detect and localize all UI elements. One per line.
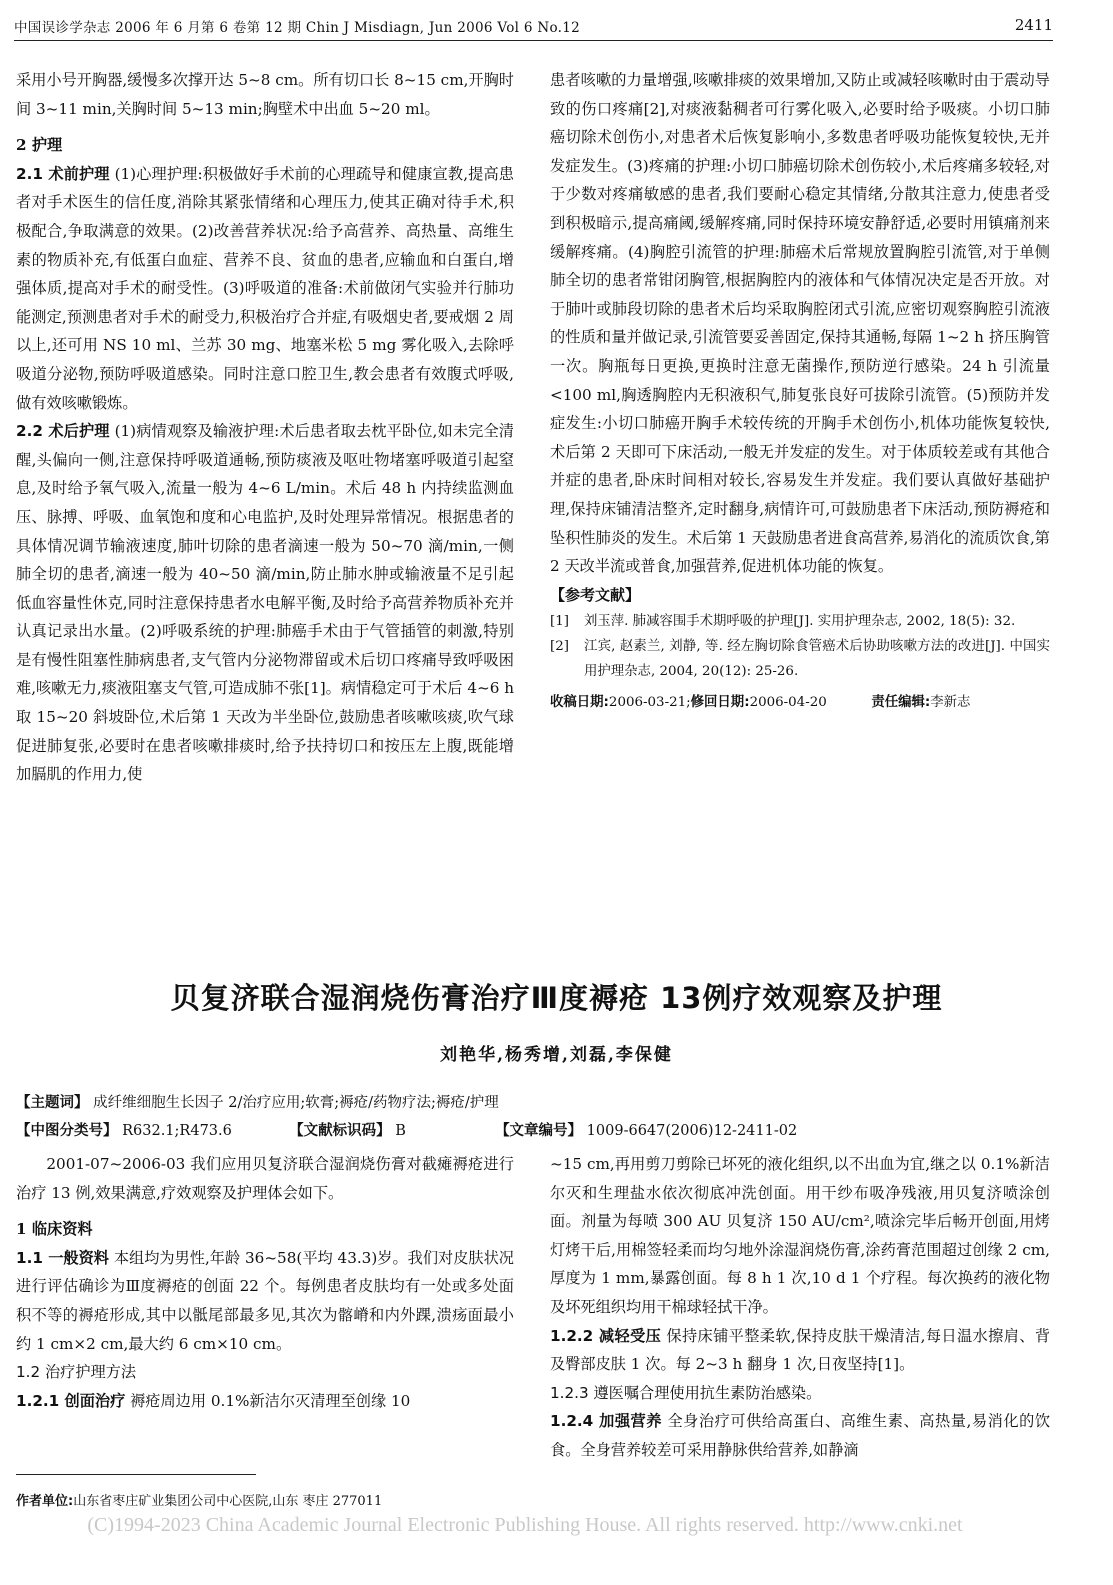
subsection-heading: 2.1 术前护理: [16, 164, 110, 183]
article-number-label: 【文章编号】: [495, 1123, 583, 1139]
clc-label: 【中图分类号】: [16, 1123, 118, 1139]
editor-label: 责任编辑:: [871, 695, 931, 711]
received-date: 2006-03-21;: [608, 695, 691, 711]
paragraph: [550, 1322, 1050, 1379]
lower-right-column: [550, 1150, 1050, 1515]
paragraph-text: 本组均为男性,年龄 36~58(平均 43.3)岁。我们对皮肤状况进行评估确诊为Ⅲ度褥疮的创面 22 个。每例患者皮肤均有一处或多处面积不等的褥疮形成,其中以骶尾部最多见,其次为髂嵴和内外踝,溃疡面最小约 1 cm×2 cm,最大约 6 cm×10 cm。: [16, 1248, 514, 1353]
footnote-divider: [16, 1474, 256, 1475]
keywords-text: 成纤维细胞生长因子 2/治疗应用;软膏;褥疮/药物疗法;褥疮/护理: [93, 1095, 499, 1111]
paragraph: [550, 1407, 1050, 1464]
paragraph: ~15 cm,再用剪刀剪除已坏死的液化组织,以不出血为宜,继之以 0.1%新洁尔灭和生理盐水依次彻底冲洗创面。用干纱布吸净残液,用贝复济喷涂创面。剂量为每喷 300 AU 贝复济 150 AU/cm²,喷涂完毕后畅开创面,用烤灯烤干后,用棉签轻柔而均匀地外涂湿润烧伤膏,涂药膏范围超过创缘 2 cm,厚度为 1 mm,暴露创面。每 8 h 1 次,10 d 1 个疗程。每次换药的液化物及坏死组织均用干棉球轻拭干净。: [550, 1155, 1050, 1316]
paragraph-text: 褥疮周边用 0.1%新洁尔灭清理至创缘 10: [130, 1391, 411, 1410]
received-label: 收稿日期:: [550, 695, 609, 711]
paragraph: 2001-07~2006-03 我们应用贝复济联合湿润烧伤膏对截瘫褥疮进行治疗 13 例,效果满意,疗效观察及护理体会如下。: [16, 1155, 514, 1202]
subsection-heading: 1.2.1 创面治疗: [16, 1391, 126, 1410]
reference-item: [550, 609, 1050, 634]
references-heading: 【参考文献】: [550, 585, 641, 604]
doc-code-value: B: [395, 1123, 406, 1139]
subsection-heading: 1.2.3 遵医嘱合理使用抗生素防治感染。: [550, 1383, 822, 1402]
section-heading: 2 护理: [16, 136, 63, 155]
paragraph: 采用小号开胸器,缓慢多次撑开达 5~8 cm。所有切口长 8~15 cm,开胸时间 3~11 min,关胸时间 5~13 min;胸壁术中出血 5~20 ml。: [16, 71, 514, 118]
keywords-label: 【主题词】: [16, 1095, 89, 1111]
classification-line: [16, 1118, 1056, 1144]
clc-value: R632.1;R473.6: [122, 1123, 232, 1139]
reference-item: [550, 634, 1050, 684]
reference-text: 江宾, 赵素兰, 刘静, 等. 经左胸切除食管癌术后协助咳嗽方法的改进[J]. 中国实用护理杂志, 2004, 20(12): 25-26.: [584, 639, 1050, 680]
paragraph-text: (1)心理护理:积极做好手术前的心理疏导和健康宣教,提高患者对手术医生的信任度,消除其紧张情绪和心理压力,使其正确对待手术,积极配合,争取满意的效果。(2)改善营养状况:给予高营养、高热量、高维生素的物质补充,有低蛋白血症、营养不良、贫血的患者,应输血和白蛋白,增强体质,提高对手术的耐受性。(3)呼吸道的准备:术前做闭气实验并行肺功能测定,预测患者对手术的耐受力,积极治疗合并症,有吸烟史者,要戒烟 2 周以上,还可用 NS 10 ml、兰苏 30 mg、地塞米松 5 mg 雾化吸入,去除呼吸道分泌物,预防呼吸道感染。同时注意口腔卫生,教会患者有效腹式呼吸,做有效咳嗽锻炼。: [16, 164, 514, 412]
reference-number: [2]: [550, 639, 569, 655]
article-number-value: 1009-6647(2006)12-2411-02: [586, 1123, 798, 1139]
paragraph-text: 保持床铺平整柔软,保持皮肤干燥清洁,每日温水擦肩、背及臀部皮肤 1 次。每 2~3 h 翻身 1 次,日夜坚持[1]。: [550, 1326, 1050, 1374]
subsection-heading: 2.2 术后护理: [16, 422, 110, 441]
paragraph-text: (1)病情观察及输液护理:术后患者取去枕平卧位,如未完全清醒,头偏向一侧,注意保持呼吸道通畅,预防痰液及呕吐物堵塞呼吸道引起窒息,及时给予氧气吸入,流量一般为 4~6 L/min。术后 48 h 内持续监测血压、脉搏、呼吸、血氧饱和度和心电监护,及时处理异常情况。根据患者的具体情况调节输液速度,肺叶切除的患者滴速一般为 50~70 滴/min,一侧肺全切的患者,滴速一般为 40~50 滴/min,防止肺水肿或输液量不足引起低血容量性休克,同时注意保持患者水电解平衡,及时给予高营养物质补充并认真记录出水量。(2)呼吸系统的护理:肺癌手术由于气管插管的刺激,特别是有慢性阻塞性肺病患者,支气管内分泌物滞留或术后切口疼痛导致呼吸困难,咳嗽无力,痰液阻塞支气管,可造成肺不张[1]。病情稳定可于术后 4~6 h 取 15~20 斜坡卧位,术后第 1 天改为半坐卧位,鼓励患者咳嗽咳痰,吹气球促进肺复张,必要时在患者咳嗽排痰时,给予扶持切口和按压左上腹,既能增加膈肌的作用力,使: [16, 422, 514, 784]
article-authors: 刘艳华,杨秀增,刘磊,李保健: [440, 1045, 673, 1065]
revised-date: 2006-04-20: [749, 695, 827, 711]
header-divider: [14, 40, 1053, 41]
running-header: 中国误诊学杂志 2006 年 6 月第 6 卷第 12 期 Chin J Misdiagn, Jun 2006 Vol 6 No.12: [14, 20, 580, 36]
paragraph: [16, 1387, 514, 1416]
article-title: 贝复济联合湿润烧伤膏治疗Ⅲ度褥疮 13例疗效观察及护理: [170, 981, 943, 1015]
doc-code-label: 【文献标识码】: [289, 1123, 391, 1139]
reference-text: 刘玉萍. 肺减容围手术期呼吸的护理[J]. 实用护理杂志, 2002, 18(5): 32.: [584, 614, 1016, 630]
article-dates: [550, 690, 1050, 716]
revised-label: 修回日期:: [690, 695, 750, 711]
upper-left-column: [16, 66, 514, 789]
upper-right-column: [550, 66, 1050, 716]
paragraph-text: 全身治疗可供给高蛋白、高维生素、高热量,易消化的饮食。全身营养较差可采用静脉供给营养,如静滴: [550, 1412, 1050, 1459]
subsection-heading: 1.2.2 减轻受压: [550, 1326, 662, 1345]
subsection-heading: 1.2 治疗护理方法: [16, 1363, 137, 1382]
lower-left-column: [16, 1150, 514, 1415]
keywords-line: [16, 1090, 1056, 1116]
author-affiliation: [16, 1490, 382, 1509]
subsection-heading: 1.2.4 加强营养: [550, 1412, 663, 1431]
paragraph: [16, 160, 514, 417]
affiliation-text: 山东省枣庄矿业集团公司中心医院,山东 枣庄 277011: [73, 1494, 383, 1509]
page-number: 2411: [1014, 16, 1053, 34]
reference-number: [1]: [550, 614, 569, 630]
section-heading: 1 临床资料: [16, 1220, 93, 1239]
editor-name: 李新志: [930, 695, 971, 711]
subsection-heading: 1.1 一般资料: [16, 1248, 109, 1267]
affiliation-label: 作者单位:: [16, 1494, 74, 1509]
copyright-watermark: (C)1994-2023 China Academic Journal Electronic Publishing House. All rights reserved. http://www.cnki.net: [87, 1514, 963, 1536]
paragraph: [16, 417, 514, 789]
paragraph: 患者咳嗽的力量增强,咳嗽排痰的效果增加,又防止或减轻咳嗽时由于震动导致的伤口疼痛[2],对痰液黏稠者可行雾化吸入,必要时给予吸痰。小切口肺癌切除术创伤小,对患者术后恢复影响小,多数患者呼吸功能恢复较快,无并发症发生。(3)疼痛的护理:小切口肺癌切除术创伤较小,术后疼痛多较轻,对于少数对疼痛敏感的患者,我们要耐心稳定其情绪,分散其注意力,使患者受到积极暗示,提高痛阈,缓解疼痛,同时保持环境安静舒适,必要时用镇痛剂来缓解疼痛。(4)胸腔引流管的护理:肺癌术后常规放置胸腔引流管,对于单侧肺全切的患者常钳闭胸管,根据胸腔内的液体和气体情况决定是否开放。对于肺叶或肺段切除的患者术后均采取胸腔闭式引流,应密切观察胸腔引流液的性质和量并做记录,引流管要妥善固定,保持其通畅,每隔 1~2 h 挤压胸管一次。胸瓶每日更换,更换时注意无菌操作,预防逆行感染。24 h 引流量<100 ml,胸透胸腔内无积液积气,肺复张良好可拔除引流管。(5)预防并发症发生:小切口肺癌开胸手术较传统的开胸手术创伤小,机体功能恢复较快,术后第 2 天即可下床活动,一般无并发症的发生。对于体质较差或有其他合并症的患者,卧床时间相对较长,容易发生并发症。我们要认真做好基础护理,保持床铺清洁整齐,定时翻身,病情许可,可鼓励患者下床活动,预防褥疮和坠积性肺炎的发生。术后第 1 天鼓励患者进食高营养,易消化的流质饮食,第 2 天改半流或普食,加强营养,促进机体功能的恢复。: [550, 71, 1050, 576]
paragraph: [16, 1244, 514, 1358]
